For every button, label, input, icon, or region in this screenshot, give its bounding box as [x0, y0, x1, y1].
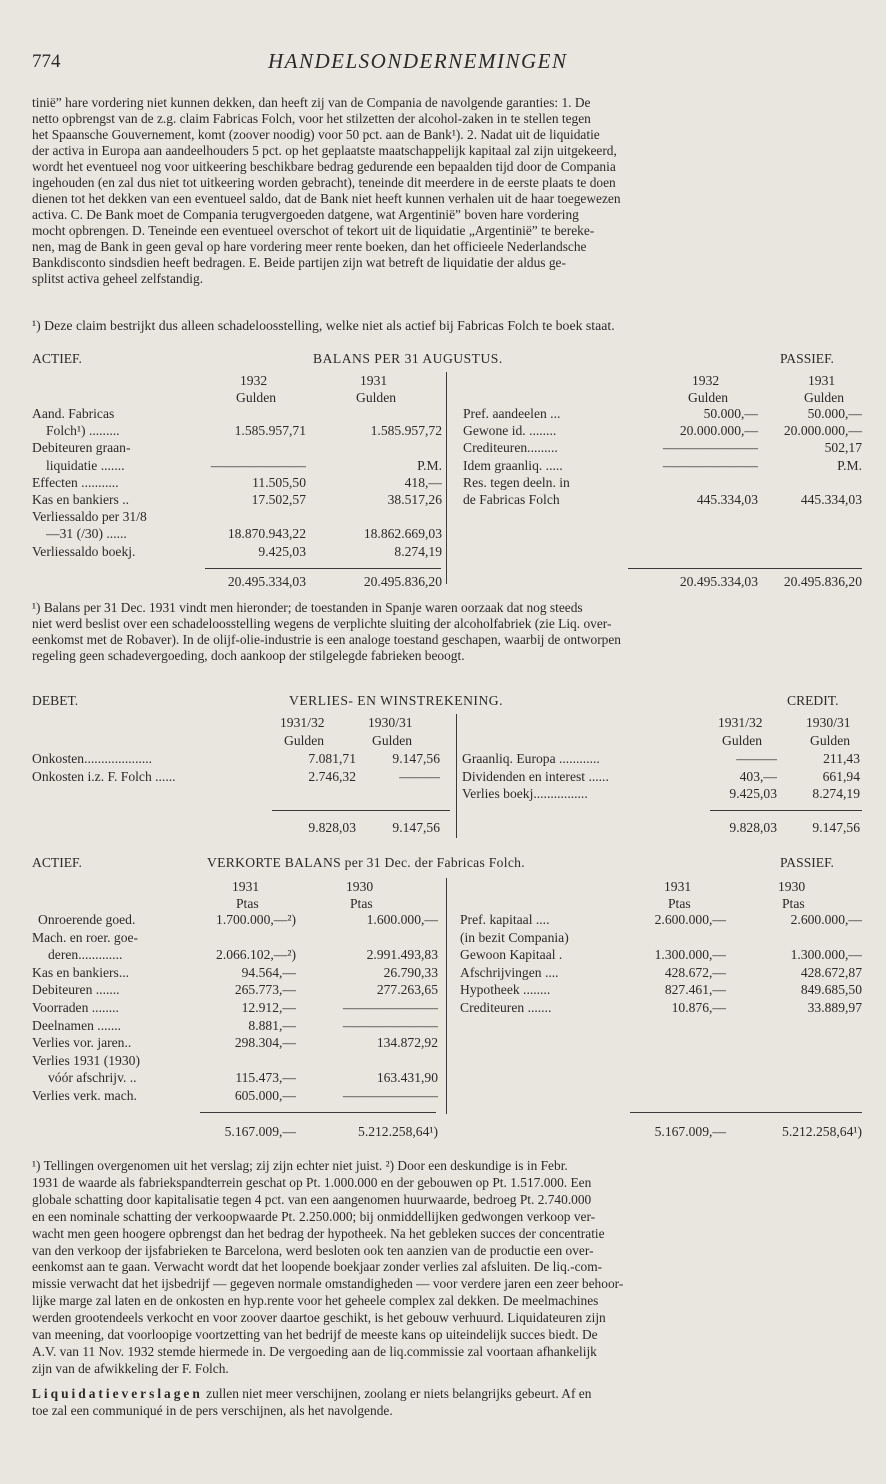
year-heading: 1931 [664, 879, 692, 894]
balans-title: BALANS PER 31 AUGUSTUS. [313, 351, 503, 366]
year-heading: 1931/32 [280, 715, 325, 730]
row-label: Deelnamen ....... [32, 1017, 122, 1033]
closing-bold-term: Liquidatieverslagen [32, 1386, 203, 1401]
text-line: regeling geen schadevergoeding, doch aankoop der stilgelegde fabrieken beoogt. [32, 648, 465, 663]
text-line: ¹) Balans per 31 Dec. 1931 vindt men hieronder; de toestanden in Spanje waren oorzaak dat nog steeds [32, 600, 583, 615]
row-label: Hypotheek ........ [460, 982, 551, 998]
row-value: 10.876,— [671, 1000, 726, 1015]
passief-label: PASSIEF. [780, 351, 834, 366]
year-heading: 1931 [360, 373, 388, 388]
row-value: 26.790,33 [383, 964, 438, 980]
footnote-claim: ¹) Deze claim bestrijkt dus alleen schadeloosstelling, welke niet als actief bij Fabricas Folch te boek staat. [32, 318, 615, 333]
column-divider [456, 714, 457, 838]
actief-label: ACTIEF. [32, 351, 82, 366]
row-value: 8.274,19 [394, 543, 442, 559]
row-value: 18.862.669,03 [363, 526, 442, 542]
footnote-balans [32, 600, 862, 664]
text-line: lijke marge zal laten en de onkosten en hyp.rente voor het geheele complex zal dekken. De meelmachines [32, 1293, 599, 1309]
page-number: 774 [32, 51, 61, 72]
row-label: Folch¹) ......... [46, 423, 120, 439]
row-value: P.M. [417, 457, 442, 473]
row-value: 418,— [404, 474, 442, 490]
debet-label: DEBET. [32, 693, 79, 708]
unit-heading: Gulden [688, 390, 729, 405]
unit-heading: Ptas [668, 896, 691, 911]
running-title: HANDELSONDERNEMINGEN [268, 49, 568, 73]
row-value: 2.746,32 [308, 768, 356, 784]
unit-heading: Gulden [372, 733, 413, 748]
text-line: globale schatting door kapitalisatie tegen 4 pct. van een aangenomen huurwaarde, bedroeg Pt. 2.740.000 [32, 1191, 592, 1207]
row-label: Verlies boekj................ [462, 786, 588, 801]
total-rule [630, 1112, 862, 1113]
text-line: zijn van de afwikkeling der F. Folch. [32, 1360, 229, 1376]
verkort-title: VERKORTE BALANS per 31 Dec. der Fabricas Folch. [207, 855, 525, 870]
total-rule [205, 568, 441, 569]
total-value: 9.147,56 [392, 820, 440, 835]
row-label: Idem graanliq. ..... [463, 457, 563, 473]
unit-heading: Ptas [350, 896, 373, 911]
row-value: 20.000.000,— [679, 423, 758, 439]
total-value: 5.212.258,64¹) [782, 1124, 862, 1139]
row-value: 12.912,— [241, 1000, 296, 1015]
row-value: 9.147,56 [392, 751, 440, 766]
total-value: 20.495.836,20 [363, 574, 442, 589]
text-line: dienen tot het dekken van een eventueel saldo, dat de Bank niet heeft kunnen verhalen uit de haar toegewezen [32, 191, 621, 206]
row-label: Verliessaldo per 31/8 [32, 509, 147, 525]
row-value: 1.585.957,72 [370, 423, 442, 439]
row-label: Aand. Fabricas [32, 406, 115, 421]
year-heading: 1932 [692, 373, 720, 388]
total-value: 20.495.334,03 [227, 574, 306, 589]
year-heading: 1930/31 [368, 715, 413, 730]
year-heading: 1931/32 [718, 715, 763, 730]
text-line: der activa in Europa aan aandeelhouders 5 pct. op het geplaatste maatschappelijk kapitaal zal zijn uitgekeerd, [32, 143, 617, 158]
total-rule [272, 810, 450, 811]
text-line: niet werd beslist over een schadeloosstelling wegens de verplichte sluiting der alcoholfabriek (zie Liq. over- [32, 616, 612, 631]
row-value: 2.600.000,— [790, 912, 862, 927]
text-line: nen, mag de Bank in geen geval op hare vordering meer rente boeken, dan het officieele Nederlandsche [32, 239, 587, 254]
row-label: Crediteuren......... [463, 440, 558, 456]
row-value: 9.425,03 [729, 786, 777, 801]
total-rule [200, 1112, 436, 1113]
text-line: het Spaansche Gouvernement, komt (zoover noodig) voor 50 pct. aan de Bank¹). 2. Nadat uit de liquidatie [32, 127, 600, 142]
row-value: ——————— [210, 457, 306, 473]
row-label: Kas en bankiers... [32, 964, 130, 980]
total-value: 5.167.009,— [224, 1124, 296, 1139]
text-line: netto opbrengst van de z.g. claim Fabricas Folch, voor het stilzetten der alcohol-zaken in te stellen tegen [32, 111, 591, 126]
row-value: 1.585.957,71 [234, 423, 306, 439]
row-label: Verlies verk. mach. [32, 1088, 137, 1103]
row-value: ——————— [342, 1017, 438, 1033]
year-heading: 1930 [778, 879, 806, 894]
row-label: Res. tegen deeln. in [463, 474, 570, 490]
row-value: ——————— [342, 1088, 438, 1103]
total-value: 5.167.009,— [654, 1124, 726, 1139]
row-value: 2.066.102,—²) [216, 947, 296, 963]
row-label: Onkosten.................... [32, 751, 153, 766]
total-value: 20.495.334,03 [679, 574, 758, 589]
text-line: 1931 de waarde als fabriekspandterrein geschat op Pt. 1.000.000 en der gebouwen op Pt. 1.517.000. Een [32, 1174, 592, 1190]
text-line: tinië” hare vordering niet kunnen dekken, dan heeft zij van de Compania de navolgende garanties: 1. De [32, 95, 591, 110]
row-label: Verlies vor. jaren.. [32, 1035, 132, 1051]
row-value: 1.600.000,— [366, 912, 438, 927]
row-value: 50.000,— [807, 406, 862, 421]
text-line: ¹) Tellingen overgenomen uit het verslag; zij zijn echter niet juist. ²) Door een deskundige is in Febr. [32, 1158, 568, 1173]
total-value: 9.147,56 [812, 820, 860, 835]
row-label: Voorraden ........ [32, 1000, 119, 1015]
row-value: 428.672,87 [800, 964, 862, 980]
row-value: 502,17 [824, 440, 862, 456]
year-heading: 1930/31 [806, 715, 851, 730]
row-label: Afschrijvingen .... [460, 964, 559, 980]
row-value: 50.000,— [703, 406, 758, 421]
row-value: 1.300.000,— [654, 947, 726, 963]
total-value: 20.495.836,20 [783, 574, 862, 589]
row-label: liquidatie ....... [46, 457, 125, 473]
row-value: 20.000.000,— [783, 423, 862, 439]
row-value: 661,94 [822, 768, 860, 784]
intro-paragraph [32, 95, 862, 287]
vw-title: VERLIES- EN WINSTREKENING. [289, 693, 503, 708]
row-value: 605.000,— [234, 1088, 296, 1103]
row-label: Pref. kapitaal .... [460, 912, 550, 927]
credit-label: CREDIT. [787, 693, 839, 708]
text-line: eenkomst aan te gaan. Verwacht wordt dat het loopende boekjaar zonder verlies zal afsluiten. De liq.-com- [32, 1259, 603, 1275]
unit-heading: Ptas [236, 896, 259, 911]
row-label: Debiteuren graan- [32, 440, 131, 456]
total-rule [710, 810, 862, 811]
row-value: 134.872,92 [376, 1035, 438, 1051]
text-line: en een nominale schatting der verkoopwaarde Pt. 2.250.000; bij onmiddellijken gedwongen verkoop ver- [32, 1208, 596, 1224]
row-value: 849.685,50 [800, 982, 862, 998]
text-line: mocht opbrengen. D. Teneinde een eventueel overschot of tekort uit de liquidatie „Argentinië” te bereke- [32, 223, 595, 238]
row-value: 2.991.493,83 [366, 947, 438, 963]
unit-heading: Gulden [722, 733, 763, 748]
row-value: ——— [399, 768, 440, 784]
text-line: van den verkoop der ijsfabrieken te Barcelona, werd besloten ook ten aanzien van de productie een over- [32, 1242, 594, 1258]
year-heading: 1931 [232, 879, 260, 894]
total-rule [628, 568, 862, 569]
row-label: Gewoon Kapitaal . [460, 947, 563, 963]
row-value: 265.773,— [234, 982, 296, 998]
row-value: ——————— [662, 457, 758, 473]
actief-label: ACTIEF. [32, 855, 82, 870]
row-label: Pref. aandeelen ... [463, 406, 561, 421]
row-value: 17.502,57 [251, 492, 306, 507]
unit-heading: Gulden [236, 390, 277, 405]
year-heading: 1931 [808, 373, 836, 388]
row-label: Verliessaldo boekj. [32, 543, 136, 559]
row-value: 115.473,— [235, 1070, 296, 1086]
row-label: Mach. en roer. goe- [32, 929, 139, 945]
row-label: (in bezit Compania) [460, 929, 569, 945]
row-label: Verlies 1931 (1930) [32, 1052, 140, 1068]
column-divider [446, 878, 447, 1114]
row-value: 1.300.000,— [790, 947, 862, 963]
total-value: 5.212.258,64¹) [358, 1124, 438, 1139]
unit-heading: Gulden [284, 733, 325, 748]
row-value: 2.600.000,— [654, 912, 726, 927]
total-value: 9.828,03 [308, 820, 356, 835]
unit-heading: Gulden [810, 733, 851, 748]
text-line: ingehouden (en zal dus niet tot uitkeering worden gebracht), teneinde dit meerdere in de eerste plaats te doen [32, 175, 616, 190]
row-value: 94.564,— [241, 964, 296, 980]
row-value: 1.700.000,—²) [216, 912, 296, 927]
row-value: 38.517,26 [387, 492, 442, 507]
row-value: ——————— [662, 440, 758, 456]
closing-text: toe zal een communiqué in de pers verschijnen, als het navolgende. [32, 1403, 393, 1418]
row-value: 8.274,19 [812, 786, 860, 801]
row-value: ——— [736, 751, 777, 766]
row-value: 428.672,— [664, 964, 726, 980]
row-value: 163.431,90 [376, 1070, 438, 1086]
row-value: 8.881,— [248, 1017, 296, 1033]
closing-text: zullen niet meer verschijnen, zoolang er niets belangrijks gebeurt. Af en [202, 1386, 592, 1401]
row-value: 18.870.943,22 [227, 526, 306, 542]
row-value: ——————— [342, 1000, 438, 1015]
row-label: Graanliq. Europa ............ [462, 751, 600, 766]
row-value: 445.334,03 [800, 492, 862, 507]
row-label: deren............. [48, 947, 123, 963]
year-heading: 1932 [240, 373, 268, 388]
text-line: missie verwacht dat het ijsbedrijf — gegeven normale omstandigheden — voor verdere jaren een zeer behoor- [32, 1276, 624, 1292]
row-label: Gewone id. ........ [463, 423, 557, 439]
row-value: 827.461,— [664, 982, 726, 998]
unit-heading: Ptas [782, 896, 805, 911]
row-label: Onroerende goed. [38, 912, 136, 927]
text-line: eenkomst met de Robaver). In de olijf-olie-industrie is een analoge toestand geschapen, waarbij de ontworpen [32, 632, 621, 647]
total-value: 9.828,03 [729, 820, 777, 835]
text-line: wordt het eventueel nog voor uitkeering beschikbare bedrag gedurende een bepaalden tijd door de Compania [32, 159, 616, 174]
year-heading: 1930 [346, 879, 374, 894]
text-line: activa. C. De Bank moet de Compania terugvergoeden datgene, wat Argentinië” boven hare vordering [32, 207, 579, 222]
row-label: Crediteuren ....... [460, 1000, 552, 1015]
row-value: 445.334,03 [696, 492, 758, 507]
row-label: —31 (/30) ...... [46, 526, 127, 542]
row-value: 277.263,65 [376, 982, 438, 998]
row-value: 7.081,71 [308, 751, 356, 766]
row-label: Debiteuren ....... [32, 982, 120, 998]
row-label: Dividenden en interest ...... [462, 768, 609, 784]
text-line: splitst activa geheel zelfstandig. [32, 271, 204, 286]
closing-paragraph [32, 1385, 862, 1419]
row-label: Effecten ........... [32, 474, 119, 490]
row-value: 403,— [739, 768, 777, 784]
column-divider [446, 372, 447, 584]
row-value: 298.304,— [234, 1035, 296, 1051]
row-value: 211,43 [823, 751, 860, 766]
text-line: A.V. van 11 Nov. 1932 stemde hiermede in. De vergoeding aan de liq.commissie zal voortaan afhankelijk [32, 1343, 597, 1359]
row-label: vóór afschrijv. .. [48, 1070, 137, 1086]
row-label: de Fabricas Folch [463, 492, 560, 507]
row-label: Onkosten i.z. F. Folch ...... [32, 768, 176, 784]
row-value: 9.425,03 [258, 543, 306, 559]
footnote-verkort [32, 1158, 862, 1378]
unit-heading: Gulden [804, 390, 845, 405]
row-label: Kas en bankiers .. [32, 492, 130, 507]
unit-heading: Gulden [356, 390, 397, 405]
row-value: P.M. [837, 457, 862, 473]
row-value: 11.505,50 [252, 474, 306, 490]
text-line: van meening, dat voorloopige voortzetting van het bedrijf de meeste kans op uiteindelijk succes biedt. De [32, 1327, 598, 1343]
text-line: werden grootendeels verkocht en voor zoover daartoe geschikt, is het gebouw verhuurd. Liquidateuren zijn [32, 1310, 606, 1326]
row-value: 33.889,97 [807, 1000, 862, 1015]
passief-label: PASSIEF. [780, 855, 834, 870]
text-line: Bankdisconto sindsdien heeft bedragen. E. Beide partijen zijn wat betreft de liquidatie der aldus ge- [32, 255, 566, 270]
text-line: wacht men geen hoogere opbrengst dan het bedrag der hypotheek. Na het gebleken succes der concentratie [32, 1225, 605, 1241]
